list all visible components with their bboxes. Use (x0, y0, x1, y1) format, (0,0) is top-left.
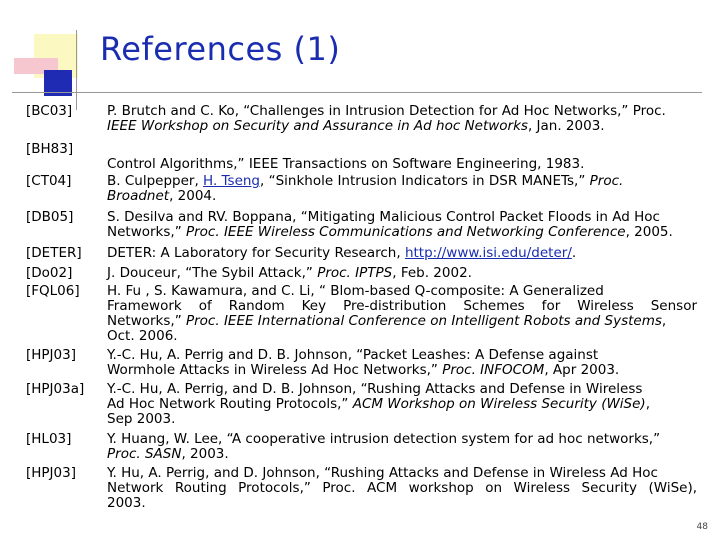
author-link[interactable]: H. Tseng (203, 173, 261, 189)
ref-title: , “Sinkhole Intrusion Indicators in DSR MANETs,” (260, 173, 590, 189)
ref-date: , 2005. (625, 224, 673, 240)
ref-text-line (107, 119, 697, 134)
ref-text-line (107, 189, 697, 204)
ref-punct: . (571, 245, 577, 261)
ref-venue: Proc. INFOCOM (442, 362, 545, 378)
ref-key-db05: [DB05] (26, 209, 74, 225)
ref-title: Ad Hoc Network Routing Protocols,” (107, 396, 353, 412)
deter-url-link[interactable]: http://www.isi.edu/deter/ (404, 245, 572, 261)
ref-key-deter: [DETER] (26, 245, 82, 261)
ref-text-line (107, 246, 697, 261)
ref-author: B. Culpepper, (107, 173, 204, 189)
ref-title: DETER: A Laboratory for Security Research, (107, 245, 405, 261)
ref-text-line (107, 363, 697, 378)
slide-title: References (1) (100, 30, 341, 68)
ref-title: Wormhole Attacks in Wireless Ad Hoc Networks,” (107, 362, 443, 378)
ref-text-line (107, 397, 697, 412)
ref-date: , Feb. 2002. (392, 265, 472, 281)
ref-venue: IEEE Workshop on Security and Assurance in Ad hoc Networks (107, 118, 528, 134)
ref-venue: Proc. (589, 173, 624, 189)
ref-date: , Apr 2003. (544, 362, 620, 378)
ref-venue: Proc. IEEE International Conference on Intelligent Robots and Systems (185, 313, 662, 329)
ref-key-fql06: [FQL06] (26, 283, 80, 299)
ref-text: P. Brutch and C. Ko, “Challenges in Intrusion Detection for Ad Hoc Networks,” Proc. (107, 103, 666, 119)
ref-date: 2003. (107, 495, 146, 511)
ref-key-bc03: [BC03] (26, 103, 73, 119)
ref-punct: , (645, 396, 650, 412)
ref-key-ct04: [CT04] (26, 173, 72, 189)
ref-entry-bc03 (107, 104, 697, 134)
ref-venue: Proc. IPTPS (317, 265, 393, 281)
ref-date: , 2003. (181, 446, 229, 462)
ref-text-line (107, 314, 697, 329)
ref-punct: , (661, 313, 667, 329)
ref-title: Networks,” (107, 313, 186, 329)
ref-text: H. Fu , S. Kawamura, and C. Li, “ Blom-based Q-composite: A Generalized (107, 283, 604, 299)
ref-key-bh83: [BH83] (26, 141, 74, 157)
ref-text-line (107, 174, 697, 189)
ref-text: Y. Huang, W. Lee, “A cooperative intrusion detection system for ad hoc networks,” (107, 431, 661, 447)
ref-date: , Jan. 2003. (527, 118, 605, 134)
ref-entry-hpj03 (107, 348, 697, 378)
ref-venue: ACM Workshop on Wireless Security (WiSe) (352, 396, 646, 412)
ref-title: J. Douceur, “The Sybil Attack,” (107, 265, 318, 281)
ref-entry-db05 (107, 210, 697, 240)
ref-entry-deter (107, 246, 697, 261)
ref-text: Y.-C. Hu, A. Perrig and D. B. Johnson, “Packet Leashes: A Defense against (107, 347, 599, 363)
ref-date: Oct. 2006. (107, 328, 178, 344)
ref-text: Y.-C. Hu, A. Perrig, and D. B. Johnson, “Rushing Attacks and Defense in Wireless (107, 381, 643, 397)
ref-entry-bh83 (107, 157, 697, 172)
ref-text-line (107, 266, 697, 281)
ref-key-do02: [Do02] (26, 265, 73, 281)
ref-key-hpj03-second: [HPJ03] (26, 465, 76, 481)
ref-text-line (107, 447, 697, 462)
ref-text: Framework of Random Key Pre-distribution Schemes for Wireless Sensor (107, 298, 697, 314)
ref-key-hpj03a: [HPJ03a] (26, 381, 85, 397)
ref-date: Sep 2003. (107, 411, 176, 427)
ref-text: Control Algorithms,” IEEE Transactions on Software Engineering, 1983. (107, 156, 585, 172)
ref-entry-hpj03a (107, 382, 697, 427)
ref-venue: Broadnet (107, 188, 170, 204)
ref-entry-fql06 (107, 284, 697, 344)
ref-venue: Proc. SASN (107, 446, 182, 462)
ref-venue: Proc. IEEE Wireless Communications and Networking Conference (185, 224, 626, 240)
ref-entry-ct04 (107, 174, 697, 204)
ref-date: , 2004. (169, 188, 217, 204)
ref-entry-hl03 (107, 432, 697, 462)
ref-key-hpj03: [HPJ03] (26, 347, 76, 363)
ref-key-hl03: [HL03] (26, 431, 72, 447)
ref-title: Networks,” (107, 224, 186, 240)
ref-entry-hpj03-second (107, 466, 697, 511)
ref-entry-do02 (107, 266, 697, 281)
ref-text: Network Routing Protocols,” Proc. ACM workshop on Wireless Security (WiSe), (107, 480, 697, 496)
page-number: 48 (696, 522, 708, 532)
ref-text-line (107, 225, 697, 240)
ref-text: S. Desilva and RV. Boppana, “Mitigating Malicious Control Packet Floods in Ad Hoc (107, 209, 660, 225)
ref-text: Y. Hu, A. Perrig, and D. Johnson, “Rushing Attacks and Defense in Wireless Ad Hoc (107, 465, 658, 481)
